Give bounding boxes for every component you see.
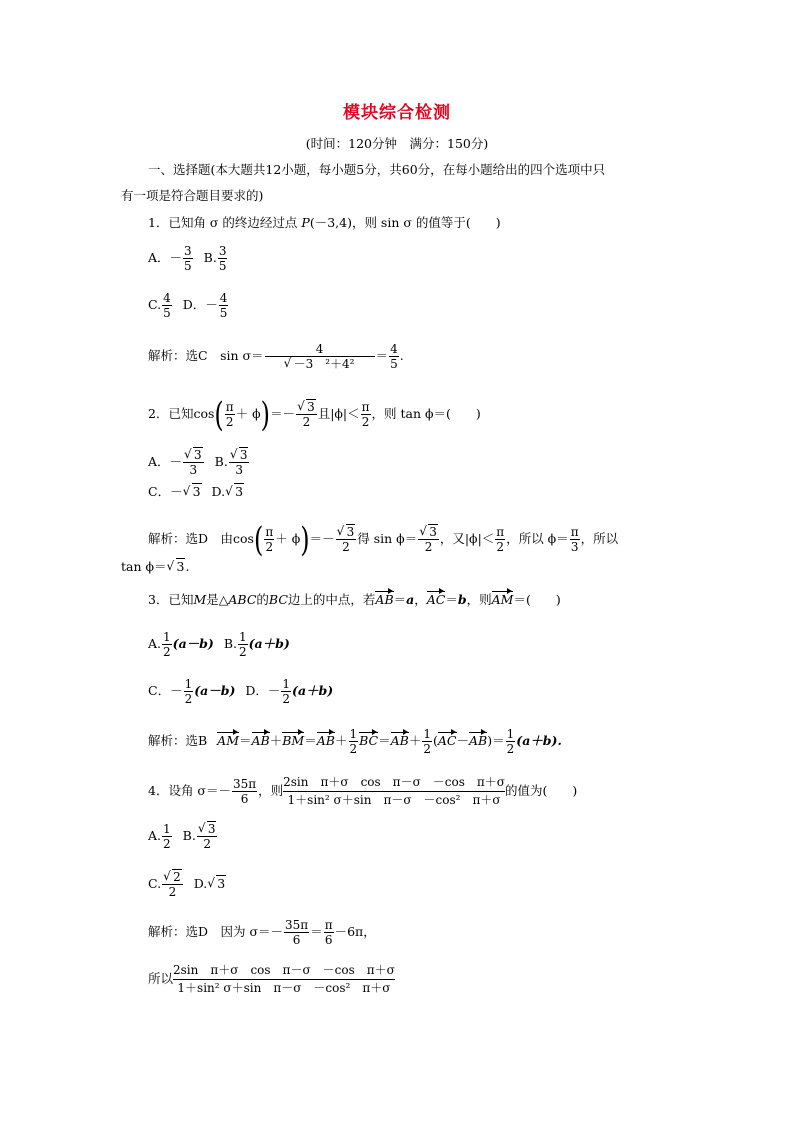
q3-stem-b: 是△ xyxy=(206,592,229,607)
q1-solution-frac xyxy=(265,342,375,371)
q2-sol-pi-over-3 xyxy=(570,525,580,554)
q2-option-c-label: C．－ xyxy=(148,484,183,499)
q2-sol-pi-over-2 xyxy=(264,525,274,554)
q3-triangle-abc: ABC xyxy=(228,592,257,607)
q1-option-d-frac xyxy=(219,291,229,320)
q3-sol-plus-2: ＋ xyxy=(334,733,348,748)
q3-stem-d: 边上的中点，若 xyxy=(287,592,376,607)
q3-option-b-num: 1 xyxy=(238,630,247,644)
q2-sol-rad-b: 3 xyxy=(429,525,437,539)
q1-option-c-frac xyxy=(162,291,172,320)
q3-option-c-num: 1 xyxy=(184,677,193,691)
q4-option-a-label: A. xyxy=(148,828,162,843)
q2-sqrt3-over-2 xyxy=(296,400,317,429)
q3-sol-plus-1: ＋ xyxy=(269,733,283,748)
q2-sol-pi: π xyxy=(265,525,274,539)
q2-option-a-label: A．－ xyxy=(148,454,183,469)
q3-option-c-den: 2 xyxy=(184,692,193,706)
q4-expression-den: 1＋sin² σ＋sin π－σ －cos² π＋σ xyxy=(287,793,501,807)
q3-stem-e: ，则 xyxy=(466,592,492,607)
q3-vec-b: b xyxy=(457,592,467,607)
q2-sol-two-d: 2 xyxy=(496,540,505,554)
q2-option-d-rad: 3 xyxy=(235,484,244,499)
q3-sol-vec-ab-3: AB xyxy=(390,733,409,748)
q3-sol-half-2-num: 1 xyxy=(423,727,432,741)
q2-stem-a: 2．已知cos xyxy=(148,406,215,421)
q1-option-d-label: D．－ xyxy=(182,297,218,312)
q3-sol-vec-bm: BM xyxy=(282,733,305,748)
q3-sol-eq-4: ＝ xyxy=(492,733,505,748)
q1-solution-radicand: －3 ²＋4² xyxy=(293,357,355,371)
q2-option-a-sqrt xyxy=(184,448,203,462)
q3-option-c-frac xyxy=(184,677,194,706)
q4-option-d-label: D. xyxy=(193,876,208,891)
q2-two-b: 2 xyxy=(302,415,311,429)
q4-expression-frac xyxy=(283,774,505,809)
q3-sol-eq-3: ＝ xyxy=(378,733,391,748)
q1-stem xyxy=(148,215,501,231)
q4-sol-frac-2-num: π xyxy=(324,918,333,932)
q2-sol-pi-b: π xyxy=(496,525,505,539)
q1-options-cd xyxy=(148,291,229,320)
q1-point: P xyxy=(301,215,310,230)
q4-option-c-label: C. xyxy=(148,876,162,891)
q2-solution-line2-b: . xyxy=(185,559,190,574)
page-subtitle: (时间：120分钟 满分：150分) xyxy=(305,136,489,151)
q3-sol-vec-ab-4: AB xyxy=(469,733,488,748)
q2-option-b-num xyxy=(229,448,250,463)
q4-solution-line2-num: 2sin π＋σ cos π－σ －cos π＋σ xyxy=(173,962,395,980)
q2-two: 2 xyxy=(225,415,234,429)
q4-option-b-label: B. xyxy=(182,828,196,843)
q2-solution-e: ，所以 xyxy=(580,531,619,546)
q3-option-d-num: 1 xyxy=(282,677,291,691)
q2-sol-sqrt xyxy=(337,525,356,539)
q3-sol-half-1 xyxy=(349,727,359,756)
q3-sol-half-3-den: 2 xyxy=(506,742,515,756)
q2-option-c-rad: 3 xyxy=(192,484,201,499)
q2-solution-c: ，又|ϕ|＜ xyxy=(439,531,495,546)
q2-option-a-frac xyxy=(183,448,204,477)
q2-pi-over-2 xyxy=(225,400,235,429)
q4-option-b-den: 2 xyxy=(203,837,211,851)
q4-option-b-frac xyxy=(197,822,218,851)
q2-pi-over-2-b xyxy=(361,400,371,429)
q3-vec-a: a xyxy=(406,592,415,607)
q1-option-a-label: A．－ xyxy=(148,250,183,265)
q4-sol-frac-2-den: 6 xyxy=(324,933,333,947)
q4-stem-b: ，则 xyxy=(258,783,284,798)
q4-option-b-rad: 3 xyxy=(207,822,216,836)
q1-solution-den xyxy=(265,357,375,371)
section-heading-line1: 一、选择题(本大题共12小题，每小题5分，共60分，在每小题给出的四个选项中只 xyxy=(148,162,606,177)
q2-two-c: 2 xyxy=(361,415,370,429)
q2-rad3: 3 xyxy=(307,400,315,414)
q3-sol-half-2-den: 2 xyxy=(423,742,432,756)
q1-option-d-num: 4 xyxy=(219,291,228,305)
q4-solution-line2 xyxy=(148,962,395,997)
q1-option-b-den: 5 xyxy=(218,259,227,273)
q2-sol-sqrt3-num-b xyxy=(418,525,439,540)
q1-option-c-num: 4 xyxy=(163,291,171,305)
q3-sol-vec-ab: AB xyxy=(251,733,270,748)
q2-sqrt-symbol xyxy=(297,400,316,414)
q2-paren-open: ( xyxy=(214,394,224,435)
q1-option-c-den: 5 xyxy=(163,306,171,320)
q3-sol-eq-1: ＝ xyxy=(239,733,252,748)
q4-sol-eq: ＝ xyxy=(310,924,323,939)
q4-solution xyxy=(148,918,376,947)
q2-solution-d: ，所以 ϕ＝ xyxy=(506,531,569,546)
q2-sol-pi-c: π xyxy=(570,525,579,539)
q4-sigma-frac xyxy=(232,777,257,806)
q3-option-d-frac xyxy=(281,677,291,706)
q1-solution-result-num: 4 xyxy=(390,342,398,356)
q2-option-b-frac xyxy=(229,448,250,477)
q1-solution-result-den: 5 xyxy=(390,357,398,371)
q3-option-b-label: B. xyxy=(223,636,237,651)
q1-solution-end: . xyxy=(399,348,404,363)
q1-option-a-frac xyxy=(183,244,193,273)
q2-solution-line2 xyxy=(121,559,189,575)
q2-sol-sqrt3-over-2 xyxy=(336,525,357,554)
q3-sol-end: (a＋b). xyxy=(516,733,562,748)
q1-option-b-label: B. xyxy=(203,250,217,265)
q3-sol-eq-2: ＝ xyxy=(304,733,317,748)
q2-solution xyxy=(148,519,619,560)
q2-option-a-num xyxy=(183,448,204,463)
q2-sol-three: 3 xyxy=(570,540,579,554)
q3-sol-vec-bc: BC xyxy=(359,733,379,748)
q3-stem-a: 3．已知 xyxy=(148,592,194,607)
q3-sol-vec-am: AM xyxy=(217,733,239,748)
q2-option-b-rad: 3 xyxy=(239,448,248,462)
q2-sol-rad: 3 xyxy=(346,525,355,539)
q3-sol-half-3 xyxy=(506,727,516,756)
q4-solution-line2-label: 所以 xyxy=(148,971,174,986)
q1-solution-num: 4 xyxy=(265,342,375,357)
q3-vec-ac: AC xyxy=(426,592,446,607)
q2-pi: π xyxy=(225,400,234,414)
q1-stem-a: 1．已知角 σ 的终边经过点 xyxy=(148,215,302,230)
q1-stem-b: (－3,4)，则 sin σ 的值等于( ) xyxy=(309,215,501,230)
q4-sol-frac-1 xyxy=(284,918,309,947)
q2-sol-sqrt3-over-2-b xyxy=(418,525,439,554)
q2-option-a-den: 3 xyxy=(189,463,198,477)
q2-option-b-sqrt xyxy=(230,448,249,462)
q3-vec-ab: AB xyxy=(375,592,394,607)
q2-stem-c: 且|ϕ|＜ xyxy=(317,406,360,421)
q3-option-a-label: A. xyxy=(148,636,162,651)
q4-stem-a: 4．设角 σ＝－ xyxy=(148,783,231,798)
q3-option-a-frac xyxy=(162,630,172,659)
q4-sol-frac-1-num: 35π xyxy=(285,918,309,932)
q2-option-d-label: D. xyxy=(211,484,226,499)
q3-sol-plus-3: ＋ xyxy=(408,733,422,748)
q3-stem-f: ＝( ) xyxy=(513,592,561,607)
q3-option-a-num: 1 xyxy=(163,630,171,644)
q4-sol-frac-2 xyxy=(324,918,334,947)
q2-sol-plus-phi: ＋ ϕ xyxy=(275,531,301,546)
q4-stem-c: 的值为( ) xyxy=(504,783,578,798)
q2-sol-two: 2 xyxy=(265,540,274,554)
q3-sol-paren-open: ( xyxy=(433,733,438,748)
q4-option-c-den: 2 xyxy=(168,885,177,899)
q1-option-d-den: 5 xyxy=(219,306,228,320)
q2-solution-a: 解析：选D 由cos xyxy=(148,531,254,546)
q2-solution-line2-sqrt xyxy=(167,559,186,575)
q3-option-c-label: C．－ xyxy=(148,683,183,698)
q3-sol-half-1-den: 2 xyxy=(349,742,358,756)
q4-expression-num: 2sin π＋σ cos π－σ －cos π＋σ xyxy=(283,774,505,792)
q2-options-cd xyxy=(148,484,244,500)
q1-option-c-label: C. xyxy=(148,297,162,312)
q4-option-b-sqrt xyxy=(198,822,217,836)
q3-option-a-den: 2 xyxy=(163,645,171,659)
q1-option-a-num: 3 xyxy=(184,244,192,258)
q4-sigma-num: 35π xyxy=(232,777,257,791)
q2-solution-line2-rad: 3 xyxy=(176,559,185,574)
page-title: 模块综合检测 xyxy=(343,103,451,123)
q2-sol-eq: ＝－ xyxy=(309,531,335,546)
q3-option-a-expr: (a－b) xyxy=(172,636,214,651)
q4-option-c-rad: 2 xyxy=(173,870,181,884)
q4-option-c-num xyxy=(162,870,183,885)
q2-option-d-sqrt xyxy=(225,484,244,500)
q4-solution-line2-den: 1＋sin² σ＋sin π－σ －cos² π＋σ xyxy=(177,981,391,995)
q2-option-c-sqrt xyxy=(183,484,202,500)
q1-options-ab xyxy=(148,244,228,273)
q4-solution-b: －6π， xyxy=(334,924,376,939)
q3-option-b-den: 2 xyxy=(238,645,247,659)
q2-sol-pi-over-2-b xyxy=(495,525,505,554)
q4-option-a-num: 1 xyxy=(163,822,171,836)
q4-option-c-sqrt xyxy=(163,870,182,884)
q4-options-cd xyxy=(148,870,226,899)
q4-option-b-num xyxy=(197,822,218,837)
q3-solution-a: 解析：选B xyxy=(148,733,208,748)
q4-solution-line2-frac xyxy=(173,962,395,997)
q4-option-a-den: 2 xyxy=(163,837,171,851)
q4-option-c-frac xyxy=(162,870,183,899)
q3-options-ab xyxy=(148,630,290,659)
q3-option-d-label: D．－ xyxy=(245,683,281,698)
q4-solution-a: 解析：选D 因为 σ＝－ xyxy=(148,924,284,939)
q1-solution xyxy=(148,342,404,371)
q3-side-bc: BC xyxy=(268,592,288,607)
q2-paren-close: ) xyxy=(260,394,271,435)
q3-comma: ， xyxy=(414,592,427,607)
q2-stem xyxy=(148,394,481,435)
q2-sol-two-b: 2 xyxy=(342,540,350,554)
q3-option-b-expr: (a＋b) xyxy=(248,636,290,651)
q3-point-m: M xyxy=(193,592,207,607)
q3-sol-vec-ab-2: AB xyxy=(316,733,335,748)
q3-option-d-expr: (a＋b) xyxy=(292,683,334,698)
q2-option-b-label: B. xyxy=(214,454,228,469)
q3-options-cd xyxy=(148,677,333,706)
q4-option-d-sqrt xyxy=(207,876,226,892)
q4-stem xyxy=(148,774,577,809)
q1-option-b-num: 3 xyxy=(218,244,227,258)
section-heading-line2: 有一项是符合题目要求的) xyxy=(121,188,264,203)
q3-solution xyxy=(148,727,562,756)
q1-option-a-den: 5 xyxy=(184,259,192,273)
q3-sol-paren-close: ) xyxy=(487,733,493,748)
q2-sol-sqrt3-num xyxy=(336,525,357,540)
q1-solution-result xyxy=(389,342,399,371)
q1-solution-a: 解析：选C sin σ＝ xyxy=(148,348,264,363)
q3-sol-half-3-num: 1 xyxy=(506,727,515,741)
q3-sol-half-1-num: 1 xyxy=(349,727,358,741)
q3-stem-c: 的 xyxy=(256,592,269,607)
q1-solution-sqrt xyxy=(284,357,356,371)
q3-sol-minus: － xyxy=(456,733,470,748)
q3-stem xyxy=(148,592,561,608)
q3-sol-half-2 xyxy=(422,727,432,756)
q3-eq-a: ＝ xyxy=(393,592,407,607)
q2-sol-two-c: 2 xyxy=(424,540,433,554)
q2-sol-paren-close: ) xyxy=(300,519,310,560)
q2-pi-b: π xyxy=(361,400,370,414)
q2-solution-b: 得 sin ϕ＝ xyxy=(357,531,418,546)
q2-solution-line2-a: tan ϕ＝ xyxy=(121,559,167,574)
q4-sol-frac-1-den: 6 xyxy=(292,933,301,947)
q3-option-c-expr: (a－b) xyxy=(194,683,236,698)
q2-stem-d: ，则 tan ϕ＝( ) xyxy=(371,406,481,421)
q3-eq-b: ＝ xyxy=(445,592,458,607)
q2-option-a-rad: 3 xyxy=(194,448,202,462)
q2-option-b-den: 3 xyxy=(235,463,243,477)
q4-options-ab xyxy=(148,822,218,851)
q1-option-b-frac xyxy=(218,244,228,273)
q2-options-ab xyxy=(148,448,250,477)
q2-stem-b: ＝－ xyxy=(270,406,296,421)
q2-sol-paren-open: ( xyxy=(253,519,264,560)
q1-solution-eq: ＝ xyxy=(375,348,389,363)
q3-vec-am: AM xyxy=(491,592,514,607)
q3-option-d-den: 2 xyxy=(282,692,291,706)
q2-sol-sqrt-b xyxy=(419,525,438,539)
q2-plus-phi: ＋ ϕ xyxy=(235,406,261,421)
q3-option-b-frac xyxy=(238,630,248,659)
q4-option-d-rad: 3 xyxy=(217,876,226,891)
q3-sol-vec-ac: AC xyxy=(437,733,457,748)
q4-option-a-frac xyxy=(162,822,172,851)
q2-sqrt3-num xyxy=(296,400,317,415)
q4-sigma-den: 6 xyxy=(240,792,249,806)
